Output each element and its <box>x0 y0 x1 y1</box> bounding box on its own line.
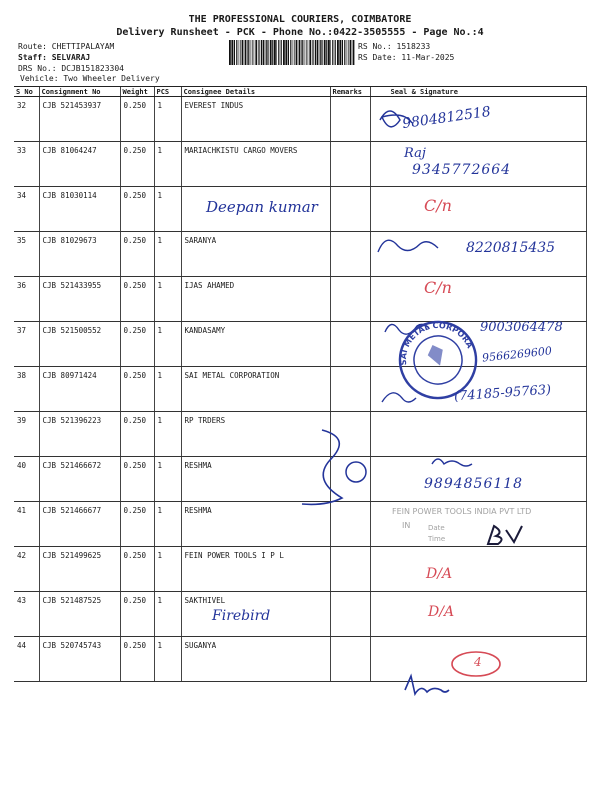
pcs-cell: 1 <box>154 277 181 322</box>
consignment-no-cell: CJB 521453937 <box>39 97 120 142</box>
pcs-cell: 1 <box>154 502 181 547</box>
consignee-cell: RESHMA <box>181 502 330 547</box>
consignee-cell: SAKTHIVEL <box>181 592 330 637</box>
sai-stamp-text: SAI METAL CORPORATION <box>398 320 475 366</box>
hw-status-44: D/A <box>428 604 455 620</box>
consignee-cell: SUGANYA <box>181 637 330 682</box>
consignee-cell: RP TRDERS <box>181 412 330 457</box>
weight-cell: 0.250 <box>120 592 154 637</box>
document-title: THE PROFESSIONAL COURIERS, COIMBATORE <box>188 14 412 25</box>
col-weight-header: Weight <box>120 87 154 97</box>
consignment-no-cell: CJB 521433955 <box>39 277 120 322</box>
hw-name-34: Deepan kumar <box>206 198 318 216</box>
drs-number: DRS No.: DCJB151823304 <box>18 64 124 73</box>
consignment-no-cell: CJB 521499625 <box>39 547 120 592</box>
route-label: Route: CHETTIPALAYAM <box>18 42 115 51</box>
sno-cell: 36 <box>14 277 39 322</box>
hw-status-34: C/n <box>424 196 452 215</box>
weight-cell: 0.250 <box>120 322 154 367</box>
hw-phone-41: 9894856118 <box>424 476 524 492</box>
pcs-cell: 1 <box>154 187 181 232</box>
consignee-cell: RESHMA <box>181 457 330 502</box>
hw-status-43: D/A <box>426 566 453 582</box>
col-pcs-header: PCS <box>154 87 181 97</box>
pcs-cell: 1 <box>154 142 181 187</box>
pcs-cell: 1 <box>154 322 181 367</box>
col-sno-header: S No <box>14 87 39 97</box>
hw-note-44: Firebird <box>212 608 271 624</box>
consignment-no-cell: CJB 521487525 <box>39 592 120 637</box>
circle-mark-41 <box>346 462 366 482</box>
consignment-no-cell: CJB 521466677 <box>39 502 120 547</box>
bracket-scribble-40-41 <box>302 430 342 504</box>
consignee-cell: FEIN POWER TOOLS I P L <box>181 547 330 592</box>
col-consignment-header: Consignment No <box>39 87 120 97</box>
footer-signature <box>405 676 449 694</box>
col-consignee-header: Consignee Details <box>181 87 330 97</box>
sno-cell: 33 <box>14 142 39 187</box>
pcs-cell: 1 <box>154 412 181 457</box>
signature-35 <box>378 240 438 252</box>
hw-status-36: C/n <box>424 278 452 297</box>
sno-cell: 41 <box>14 502 39 547</box>
hw-phone-35: 8220815435 <box>466 240 556 256</box>
weight-cell: 0.250 <box>120 412 154 457</box>
consignment-no-cell: CJB 521396223 <box>39 412 120 457</box>
consignee-cell: EVEREST INDUS <box>181 97 330 142</box>
consignment-no-cell: CJB 521466672 <box>39 457 120 502</box>
consignment-no-cell: CJB 81029673 <box>39 232 120 277</box>
staff-label: Staff: SELVARAJ <box>18 53 91 62</box>
consignment-no-cell: CJB 520745743 <box>39 637 120 682</box>
sno-cell: 37 <box>14 322 39 367</box>
hw-name-33: Raj <box>404 146 426 161</box>
sno-cell: 38 <box>14 367 39 412</box>
consignee-cell: IJAS AHAMED <box>181 277 330 322</box>
sno-cell: 32 <box>14 97 39 142</box>
sai-metal-stamp <box>0 2 488 547</box>
pcs-cell: 1 <box>154 232 181 277</box>
document-subtitle: Delivery Runsheet - PCK - Phone No.:0422-3505555 - Page No.:4 <box>116 27 484 38</box>
svg-text:FEIN POWER TOOLS INDIA PVT LTD: FEIN POWER TOOLS INDIA PVT LTD <box>392 507 532 516</box>
weight-cell: 0.250 <box>120 97 154 142</box>
sno-cell: 40 <box>14 457 39 502</box>
svg-text:Time: Time <box>428 535 446 543</box>
pcs-cell: 1 <box>154 547 181 592</box>
hw-phone-39: (74185-95763) <box>453 382 552 405</box>
weight-cell: 0.250 <box>120 502 154 547</box>
sno-cell: 43 <box>14 592 39 637</box>
consignment-no-cell: CJB 81030114 <box>39 187 120 232</box>
weight-cell: 0.250 <box>120 547 154 592</box>
svg-text:SAI METAL CORPORATION <box>0 2 475 512</box>
hw-page-mark: 4 <box>474 655 482 669</box>
weight-cell: 0.250 <box>120 187 154 232</box>
weight-cell: 0.250 <box>120 277 154 322</box>
vehicle-label: Vehicle: Two Wheeler Delivery <box>20 74 160 83</box>
consignee-cell: SARANYA <box>181 232 330 277</box>
weight-cell: 0.250 <box>120 232 154 277</box>
pcs-cell: 1 <box>154 637 181 682</box>
sno-cell: 44 <box>14 637 39 682</box>
col-remarks-header: Remarks <box>330 87 370 97</box>
sno-cell: 42 <box>14 547 39 592</box>
hw-phone-37: 9003064478 <box>480 320 563 335</box>
pcs-cell: 1 <box>154 367 181 412</box>
sno-cell: 39 <box>14 412 39 457</box>
pcs-cell: 1 <box>154 457 181 502</box>
weight-cell: 0.250 <box>120 637 154 682</box>
svg-text:IN: IN <box>402 521 411 530</box>
svg-text:Date: Date <box>428 524 445 532</box>
weight-cell: 0.250 <box>120 367 154 412</box>
hw-phone-32: 9804812518 <box>401 103 492 133</box>
signature-39 <box>382 393 416 402</box>
consignee-cell: SAI METAL CORPORATION <box>181 367 330 412</box>
pcs-cell: 1 <box>154 97 181 142</box>
rs-date: RS Date: 11-Mar-2025 <box>358 53 455 62</box>
hw-phone-33: 9345772664 <box>412 162 512 178</box>
col-signature-header: Seal & Signature <box>370 87 586 97</box>
pcs-cell: 1 <box>154 592 181 637</box>
rs-number: RS No.: 1518233 <box>358 42 431 51</box>
sno-cell: 34 <box>14 187 39 232</box>
signature-41 <box>432 459 472 466</box>
consignee-cell: MARIACHKISTU CARGO MOVERS <box>181 142 330 187</box>
consignment-no-cell: CJB 81064247 <box>39 142 120 187</box>
consignment-no-cell: CJB 521500552 <box>39 322 120 367</box>
weight-cell: 0.250 <box>120 457 154 502</box>
hw-phone-38: 9566269600 <box>481 344 553 365</box>
consignee-cell: KANDASAMY <box>181 322 330 367</box>
weight-cell: 0.250 <box>120 142 154 187</box>
sno-cell: 35 <box>14 232 39 277</box>
signature-42 <box>488 526 522 544</box>
consignment-no-cell: CJB 80971424 <box>39 367 120 412</box>
